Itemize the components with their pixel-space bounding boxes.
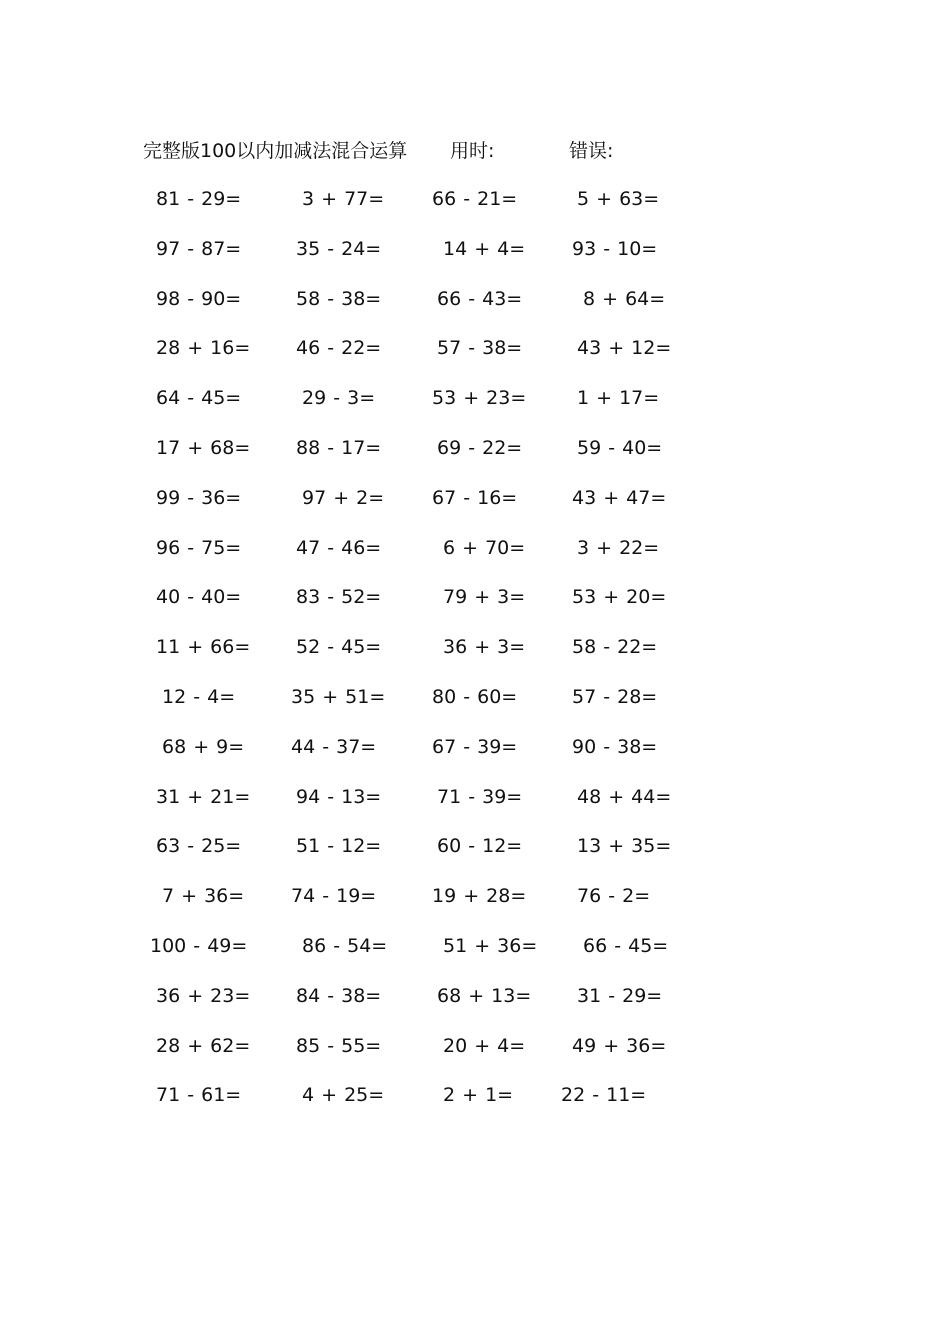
time-used-label: 用时: [450, 140, 495, 162]
math-problem: 98 - 90= [156, 288, 242, 310]
math-problem: 64 - 45= [156, 387, 242, 409]
math-problem: 100 - 49= [150, 935, 248, 957]
math-problem: 28 + 62= [156, 1035, 251, 1057]
math-problem: 63 - 25= [156, 835, 242, 857]
math-problem: 51 - 12= [296, 835, 382, 857]
math-problem: 96 - 75= [156, 537, 242, 559]
math-problem: 17 + 68= [156, 437, 251, 459]
math-problem: 76 - 2= [577, 885, 651, 907]
math-problem: 8 + 64= [583, 288, 666, 310]
math-problem: 35 + 51= [291, 686, 386, 708]
math-problem: 36 + 23= [156, 985, 251, 1007]
math-problem: 3 + 77= [302, 188, 385, 210]
math-problem: 58 - 22= [572, 636, 658, 658]
math-problem: 93 - 10= [572, 238, 658, 260]
math-problem: 66 - 43= [437, 288, 523, 310]
math-problem: 20 + 4= [443, 1035, 526, 1057]
math-problem: 22 - 11= [561, 1084, 647, 1106]
math-problem: 58 - 38= [296, 288, 382, 310]
math-problem: 59 - 40= [577, 437, 663, 459]
math-problem: 83 - 52= [296, 586, 382, 608]
math-problem: 11 + 66= [156, 636, 251, 658]
math-problem: 35 - 24= [296, 238, 382, 260]
math-problem: 84 - 38= [296, 985, 382, 1007]
math-problem: 43 + 12= [577, 337, 672, 359]
math-problem: 79 + 3= [443, 586, 526, 608]
math-problem: 86 - 54= [302, 935, 388, 957]
math-problem: 36 + 3= [443, 636, 526, 658]
math-problem: 49 + 36= [572, 1035, 667, 1057]
math-problem: 97 - 87= [156, 238, 242, 260]
math-problem: 74 - 19= [291, 885, 377, 907]
math-problem: 60 - 12= [437, 835, 523, 857]
math-problem: 53 + 23= [432, 387, 527, 409]
math-problem: 29 - 3= [302, 387, 376, 409]
math-problem: 52 - 45= [296, 636, 382, 658]
math-problem: 31 - 29= [577, 985, 663, 1007]
math-problem: 3 + 22= [577, 537, 660, 559]
math-problem: 5 + 63= [577, 188, 660, 210]
math-problem: 13 + 35= [577, 835, 672, 857]
math-problem: 51 + 36= [443, 935, 538, 957]
math-problem: 85 - 55= [296, 1035, 382, 1057]
math-problem: 99 - 36= [156, 487, 242, 509]
math-problem: 81 - 29= [156, 188, 242, 210]
math-problem: 19 + 28= [432, 885, 527, 907]
math-problem: 7 + 36= [162, 885, 245, 907]
math-problem: 48 + 44= [577, 786, 672, 808]
math-problem: 14 + 4= [443, 238, 526, 260]
math-problem: 6 + 70= [443, 537, 526, 559]
math-problem: 68 + 13= [437, 985, 532, 1007]
math-problem: 90 - 38= [572, 736, 658, 758]
math-problem: 67 - 16= [432, 487, 518, 509]
worksheet-header [143, 136, 703, 166]
math-problem: 57 - 38= [437, 337, 523, 359]
math-problem: 68 + 9= [162, 736, 245, 758]
worksheet-title: 完整版100以内加减法混合运算 [143, 140, 408, 162]
math-problem: 4 + 25= [302, 1084, 385, 1106]
math-problem: 12 - 4= [162, 686, 236, 708]
math-problem: 1 + 17= [577, 387, 660, 409]
math-problem: 88 - 17= [296, 437, 382, 459]
math-problem: 97 + 2= [302, 487, 385, 509]
math-problem: 44 - 37= [291, 736, 377, 758]
math-problem: 71 - 61= [156, 1084, 242, 1106]
math-problem: 47 - 46= [296, 537, 382, 559]
math-problem: 66 - 45= [583, 935, 669, 957]
math-problem: 71 - 39= [437, 786, 523, 808]
math-problem: 57 - 28= [572, 686, 658, 708]
math-problem: 43 + 47= [572, 487, 667, 509]
math-problem: 94 - 13= [296, 786, 382, 808]
math-problem: 2 + 1= [443, 1084, 514, 1106]
math-problem: 80 - 60= [432, 686, 518, 708]
math-problem: 53 + 20= [572, 586, 667, 608]
math-problem: 46 - 22= [296, 337, 382, 359]
math-problem: 66 - 21= [432, 188, 518, 210]
error-count-label: 错误: [569, 140, 614, 162]
math-problem: 40 - 40= [156, 586, 242, 608]
math-problem: 67 - 39= [432, 736, 518, 758]
math-problem: 31 + 21= [156, 786, 251, 808]
math-problem: 28 + 16= [156, 337, 251, 359]
math-problem: 69 - 22= [437, 437, 523, 459]
